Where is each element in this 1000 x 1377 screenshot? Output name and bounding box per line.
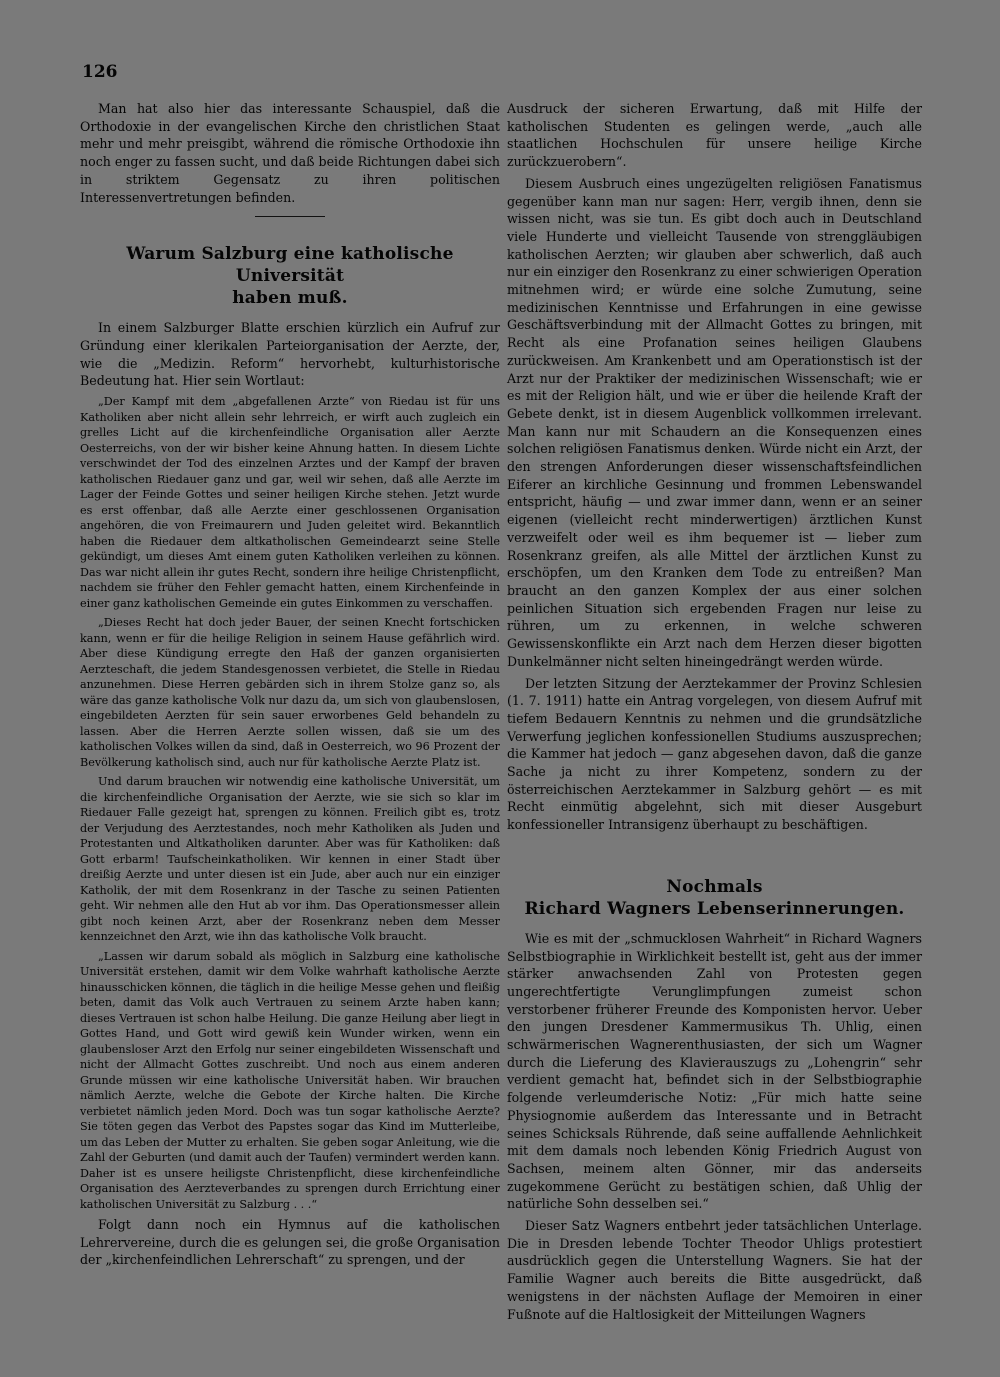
section-spacer <box>507 838 922 876</box>
body-paragraph: Dieser Satz Wagners entbehrt jeder tatsächlichen Unterlage. Die in Dresden lebende Tochter Theodor Uhligs protestiert ausdrücklich gegen die Unterstellung Wagners. Sie hat der Familie Wagner auch bereits die Bitte ausgedrückt, daß wenigstens in der nächsten Auflage der Memoiren in einer Fußnote auf die Haltlosigkeit der Mitteilungen Wagners <box>507 1218 922 1322</box>
heading-line: haben muß. <box>232 288 348 309</box>
article-heading-wagner <box>507 876 922 920</box>
quote-paragraph: „Dieses Recht hat doch jeder Bauer, der seinen Knecht fortschicken kann, wenn er für die heilige Religion in seinem Hause gefährlich wird. Aber diese Kündigung erregte den Haß der ganzen organisierten Aerzteschaft, die jedem Standesgenossen verbietet, die Stelle in Riedau anzunehmen. Diese Herren gebärden sich in ihrem Stolze ganz so, als wäre das ganze katholische Volk nur dazu da, um sich von glaubenslosen, eingebildeten Aerzten für sein sauer erworbenes Geld behandeln zu lassen. Aber die Herren Aerzte sollen wissen, daß sie um des katholischen Volkes willen da sind, daß in Oesterreich, wo 96 Prozent der Bevölkerung katholisch sind, auch nur für katholische Aerzte Platz ist. <box>80 616 500 769</box>
right-column <box>507 100 922 1327</box>
heading-line: Richard Wagners Lebenserinnerungen. <box>524 898 905 919</box>
section-divider <box>255 216 325 217</box>
body-paragraph: Ausdruck der sicheren Erwartung, daß mit Hilfe der katholischen Studenten es gelingen werde, „auch alle staatlichen Hochschulen für unsere heilige Kirche zurückzuerobern“. <box>507 101 922 170</box>
body-paragraph: In einem Salzburger Blatte erschien kürzlich ein Aufruf zur Gründung einer klerikalen Parteiorganisation der Aerzte, der, wie die „Medizin. Reform“ hervorhebt, kulturhistorische Bedeutung hat. Hier sein Wortlaut: <box>80 320 500 389</box>
article-heading-salzburg <box>80 243 500 309</box>
heading-line: Nochmals <box>666 876 763 897</box>
page-number: 126 <box>82 62 118 82</box>
quote-paragraph: „Der Kampf mit dem „abgefallenen Arzte“ von Riedau ist für uns Katholiken aber nicht allein sehr lehrreich, er wirft auch zugleich ein grelles Licht auf die kirchenfeindliche Organisation aller Aerzte Oesterreichs, von der wir bisher keine Ahnung hatten. In diesem Lichte verschwindet der Tod des einzelnen Arztes und der Kampf der braven katholischen Riedauer ganz und gar, weil wir sehen, daß alle Aerzte im Lager der Feinde Gottes und seiner heiligen Kirche stehen. Jetzt wurde es erst offenbar, daß alle Aerzte einer geschlossenen Organisation angehören, die von Freimaurern und Juden geleitet wird. Bekanntlich haben die Riedauer dem altkatholischen Gemeindearzt seine Stelle gekündigt, um dieses Amt einem guten Katholiken verleihen zu können. Das war nicht allein ihr gutes Recht, sondern ihre heilige Christenpflicht, nachdem sie früher den Fehler gemacht hatten, einem Kirchenfeinde in einer ganz katholischen Gemeinde ein gutes Einkommen zu verschaffen. <box>80 395 500 610</box>
body-paragraph: Folgt dann noch ein Hymnus auf die katholischen Lehrervereine, durch die es gelungen sei, die große Organisation der „kirchenfeindlichen Lehrerschaft“ zu sprengen, und der <box>80 1217 500 1268</box>
body-paragraph: Diesem Ausbruch eines ungezügelten religiösen Fanatismus gegenüber kann man nur sagen: Herr, vergib ihnen, denn sie wissen nicht, was sie tun. Es gibt doch auch in Deutschland viele Hunderte und vielleicht Tausende von strenggläubigen katholischen Aerzten; wir glauben aber schwerlich, daß auch nur ein einziger den Rosenkranz zu einer schwierigen Operation mitnehmen wird; er würde eine solche Zumutung, seine medizinischen Kenntnisse und Erfahrungen in eine gewisse Geschäftsverbindung mit der Allmacht Gottes zu bringen, mit Recht als eine Profanation seines heiligen Glaubens zurückweisen. Am Krankenbett und am Operationstisch ist der Arzt nur der Praktiker der medizinischen Wissenschaft; wie er es mit der Religion hält, und wie er über die heilende Kraft der Gebete denkt, ist in diesem Augenblick vollkommen irrelevant. Man kann nur mit Schaudern an die Konsequenzen eines solchen religiösen Fanatismus denken. Würde nicht ein Arzt, der den strengen Anforderungen dieser wissenschaftsfeindlichen Eiferer an kirchliche Gesinnung und frommen Lebenswandel entspricht, häufig — und zwar immer dann, wenn er an seiner eigenen (vielleicht recht minderwertigen) ärztlichen Kunst verzweifelt oder weil es ihm bequemer ist — lieber zum Rosenkranz greifen, als alle Mittel der ärztlichen Kunst zu erschöpfen, um den Kranken dem Tode zu entreißen? Man braucht an den ganzen Komplex der aus einer solchen peinlichen Situation sich ergebenden Fragen nur leise zu rühren, um zu erkennen, in welche schweren Gewissenskonflikte ein Arzt nach dem Herzen dieser bigotten Dunkelmänner nicht selten hineingedrängt werden würde. <box>507 175 922 669</box>
intro-paragraph: Man hat also hier das interessante Schauspiel, daß die Orthodoxie in der evangelischen Kirche den christlichen Staat mehr und mehr preisgibt, während die römische Orthodoxie ihn noch enger zu fassen sucht, und daß beide Richtungen dabei sich in striktem Gegensatz zu ihren politischen Interessenvertretungen befinden. <box>80 101 500 205</box>
body-paragraph: Der letzten Sitzung der Aerztekammer der Provinz Schlesien (1. 7. 1911) hatte ein Antrag vorgelegen, von diesem Aufruf mit tiefem Bedauern Kenntnis zu nehmen und die grundsätzliche Verwerfung jeglichen konfessionellen Studiums auszusprechen; die Kammer hat jedoch — ganz abgesehen davon, daß die ganze Sache ja nicht zu ihrer Kompetenz, sondern zu der österreichischen Aerztekammer in Salzburg gehört — es mit Recht einmütig abgelehnt, sich mit dieser Ausgeburt konfessioneller Intransigenz überhaupt zu beschäftigen. <box>507 675 922 833</box>
heading-line: Warum Salzburg eine katholische Universität <box>126 244 454 287</box>
body-paragraph: Wie es mit der „schmucklosen Wahrheit“ in Richard Wagners Selbstbiographie in Wirklichkeit bestellt ist, geht aus der immer stärker anwachsenden Zahl von Protesten gegen ungerechtfertigte Verunglimpfungen zumeist schon verstorbener früherer Freunde des Komponisten hervor. Ueber den jungen Dresdener Kammermusikus Th. Uhlig, einen schwärmerischen Wagnerenthusiasten, der sich um Wagner durch die Lieferung des Klavierauszugs zu „Lohengrin“ sehr verdient gemacht hat, befindet sich in der Selbstbiographie folgende verleumderische Notiz: „Für mich hatte seine Physiognomie außerdem das Interessante und in Betracht seines Schicksals Rührende, daß seine auffallende Aehnlichkeit mit dem damals noch lebenden König Friedrich August von Sachsen, meinem alten Gönner, mir das anderseits zugekommene Gerücht zu bestätigen schien, daß Uhlig der natürliche Sohn desselben sei.“ <box>507 930 922 1212</box>
left-column <box>80 100 500 1273</box>
quote-paragraph: „Lassen wir darum sobald als möglich in Salzburg eine katholische Universität erstehen, damit wir dem Volke wahrhaft katholische Aerzte hinausschicken können, die täglich in die heilige Messe gehen und fleißig beten, damit das Volk auch Vertrauen zu seinem Arzte haben kann; dieses Vertrauen ist schon halbe Heilung. Die ganze Heilung aber liegt in Gottes Hand, und Gott wird gewiß kein Wunder wirken, wenn ein glaubensloser Arzt den Erfolg nur seiner eingebildeten Wissenschaft und nicht der Allmacht Gottes zuschreibt. Und noch aus einem anderen Grunde müssen wir eine katholische Universität haben. Wir brauchen nämlich Aerzte, welche die Gebote der Kirche halten. Die Kirche verbietet nämlich jeden Mord. Doch was tun sogar katholische Aerzte? Sie töten gegen das Verbot des Papstes sogar das Kind im Mutterleibe, um das Leben der Mutter zu erhalten. Sie geben sogar Anleitung, wie die Zahl der Geburten (und damit auch der Taufen) vermindert werden kann. Daher ist es unsere heiligste Christenpflicht, diese kirchenfeindliche Organisation des Aerzteverbandes zu sprengen durch Errichtung einer katholischen Universität zu Salzburg . . .“ <box>80 949 500 1211</box>
quote-paragraph: Und darum brauchen wir notwendig eine katholische Universität, um die kirchenfeindliche Organisation der Aerzte, wie sie sich so klar im Riedauer Falle gezeigt hat, sprengen zu können. Freilich gibt es, trotz der Verjudung des Aerztestandes, noch mehr Katholiken als Juden und Protestanten und Altkatholiken darunter. Aber was für Katholiken: daß Gott erbarm! Taufscheinkatholiken. Wir kennen in einer Stadt über dreißig Aerzte und unter diesen ist ein Jude, aber auch nur ein einziger Katholik, der mit dem Rosenkranz in der Tasche zu seinen Patienten geht. Wir nehmen alle den Hut ab vor ihm. Das Operationsmesser allein gibt noch keinen Arzt, aber der Rosenkranz neben dem Messer kennzeichnet den Arzt, wie ihn das katholische Volk braucht. <box>80 775 500 944</box>
